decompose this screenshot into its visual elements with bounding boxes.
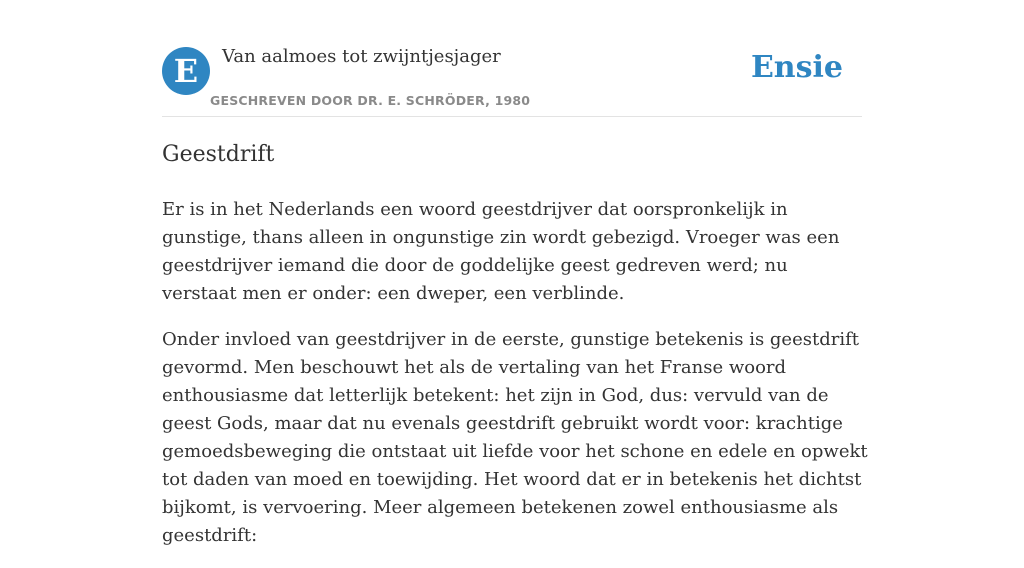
ensie-logo-badge[interactable]: E <box>162 47 210 95</box>
header <box>162 0 862 117</box>
article-paragraph: Er is in het Nederlands een woord geestdrijver dat oorspronkelijk in gunstige, thans alleen in ongunstige zin wordt gebezigd. Vroeger was een geestdrijver iemand die door de goddelijke geest gedreven werd; nu verstaat men er onder: een dweper, een verblinde. <box>162 199 840 304</box>
byline: GESCHREVEN DOOR DR. E. SCHRÖDER, 1980 <box>210 93 531 108</box>
article-paragraph: Onder invloed van geestdrijver in de eerste, gunstige betekenis is geestdrift gevormd. Men beschouwt het als de vertaling van het Franse woord enthousiasme dat letterlijk betekent: het zijn in God, dus: vervuld van de geest Gods, maar dat nu evenals geestdrift gebruikt wordt voor: krachtige gemoedsbeweging die ontstaat uit liefde voor het schone en edele en opwekt tot daden van moed en toewijding. Het woord dat er in betekenis het dichtst bijkomt, is vervoering. Meer algemeen betekenen zowel enthousiasme als geestdrift: <box>162 329 868 546</box>
book-title[interactable]: Van aalmoes tot zwijntjesjager <box>222 46 501 67</box>
brand-logo[interactable]: Ensie <box>750 50 843 85</box>
article-title: Geestdrift <box>162 142 275 167</box>
article <box>162 140 868 568</box>
